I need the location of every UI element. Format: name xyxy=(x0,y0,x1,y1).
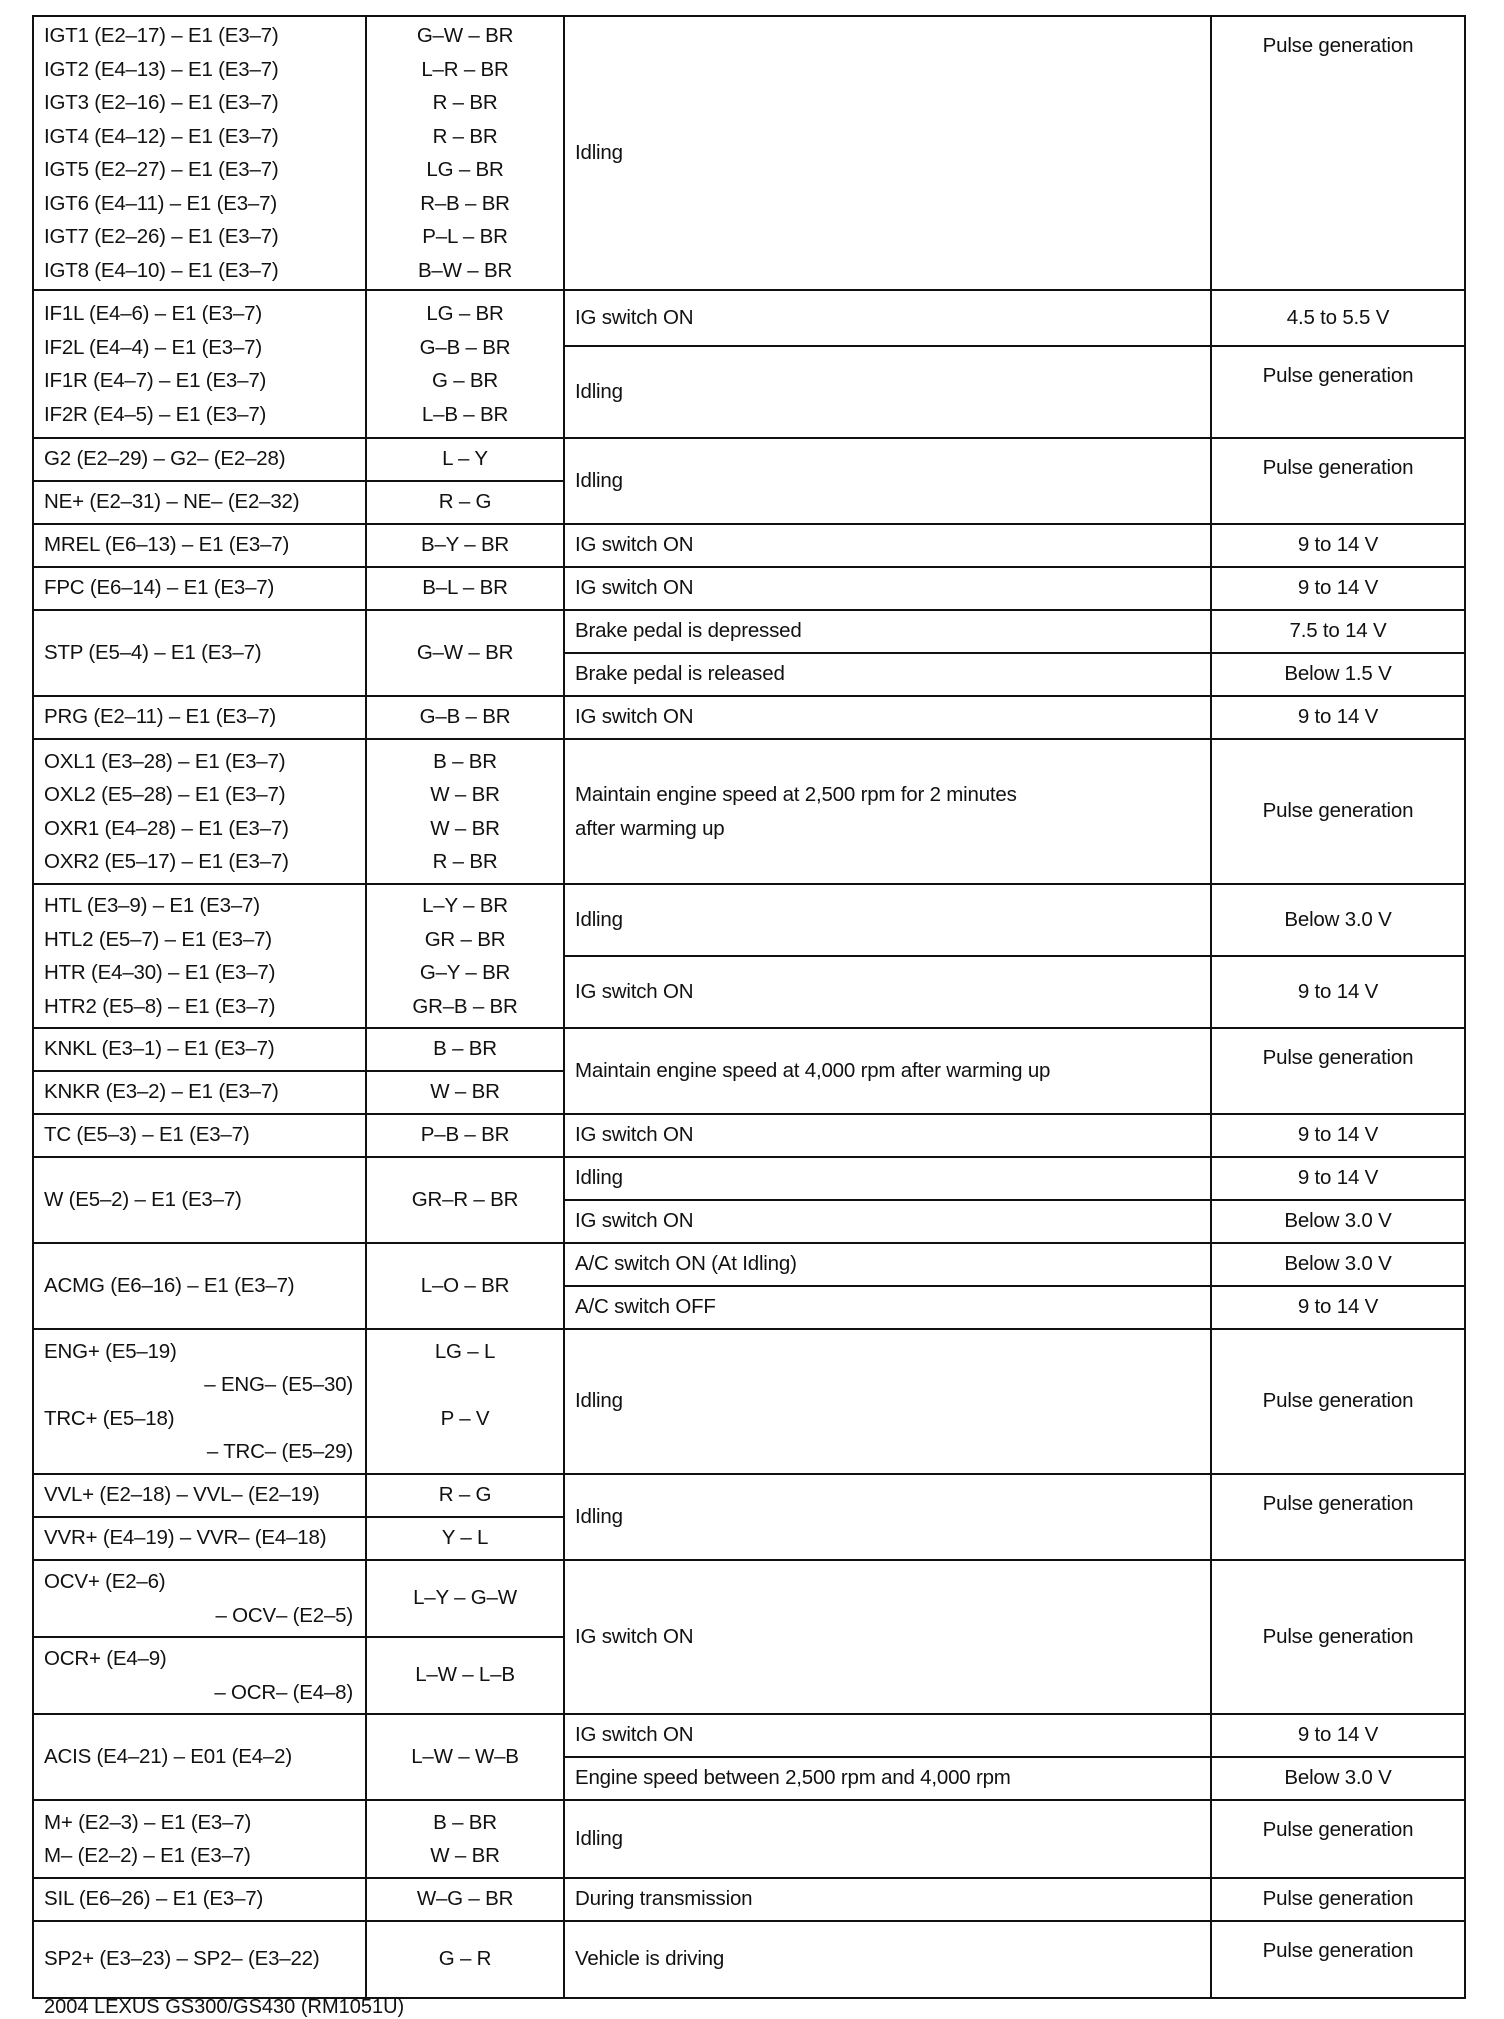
condition-cell: Idling xyxy=(564,16,1211,290)
terminal-text: IGT6 (E4–11) – E1 (E3–7) xyxy=(44,191,277,215)
wiring-text: GR – BR xyxy=(424,927,506,951)
wiring-cell: W – BR xyxy=(366,1071,564,1114)
terminal-cell: ACMG (E6–16) – E1 (E3–7) xyxy=(33,1243,366,1329)
terminal-text: OCR+ (E4–9) xyxy=(44,1647,167,1670)
wiring-cell: G–B – BR xyxy=(366,696,564,739)
terminal-cell: G2 (E2–29) – G2– (E2–28) xyxy=(33,438,366,481)
wiring-text: G–Y – BR xyxy=(419,961,511,984)
wiring-text: LG – BR xyxy=(426,302,504,325)
specification-cell: Pulse generation xyxy=(1211,1560,1465,1714)
condition-cell: Engine speed between 2,500 rpm and 4,000 rpm xyxy=(564,1757,1211,1800)
table-row xyxy=(33,1714,1465,1757)
terminal-text: M+ (E2–3) – E1 (E3–7) xyxy=(44,1810,252,1834)
wiring-cell: L–W – L–B xyxy=(366,1637,564,1714)
condition-cell: IG switch ON xyxy=(564,1200,1211,1243)
condition-cell: IG switch ON xyxy=(564,956,1211,1028)
condition-cell: IG switch ON xyxy=(564,567,1211,610)
wiring-cell: G – R xyxy=(366,1921,564,1998)
wiring-cell: G–W – BR xyxy=(366,610,564,696)
wiring-text: R – BR xyxy=(432,124,498,148)
wiring-text: R – BR xyxy=(432,850,498,873)
wiring-cell: B–L – BR xyxy=(366,567,564,610)
specification-cell: 9 to 14 V xyxy=(1211,696,1465,739)
terminal-cell xyxy=(33,290,366,438)
specification-cell: 9 to 14 V xyxy=(1211,956,1465,1028)
condition-cell: IG switch ON xyxy=(564,696,1211,739)
condition-cell: During transmission xyxy=(564,1878,1211,1921)
table-row xyxy=(33,696,1465,739)
terminal-text: IF2R (E4–5) – E1 (E3–7) xyxy=(44,402,267,426)
wiring-text: W – BR xyxy=(430,783,500,806)
specification-cell: Below 3.0 V xyxy=(1211,884,1465,956)
condition-cell: IG switch ON xyxy=(564,524,1211,567)
specification-cell: 9 to 14 V xyxy=(1211,1114,1465,1157)
wiring-cell: P–B – BR xyxy=(366,1114,564,1157)
terminal-text: IGT3 (E2–16) – E1 (E3–7) xyxy=(44,91,279,114)
terminal-text: IF1R (E4–7) – E1 (E3–7) xyxy=(44,369,267,392)
terminal-text: OCV+ (E2–6) xyxy=(44,1570,166,1593)
wiring-text: R–B – BR xyxy=(420,191,510,215)
terminal-cell: MREL (E6–13) – E1 (E3–7) xyxy=(33,524,366,567)
condition-cell: IG switch ON xyxy=(564,1114,1211,1157)
condition-cell: Idling xyxy=(564,1474,1211,1560)
wiring-cell: B – BR xyxy=(366,1028,564,1071)
terminal-text: – OCR– (E4–8) xyxy=(214,1680,353,1704)
terminal-text: IF1L (E4–6) – E1 (E3–7) xyxy=(44,302,262,325)
wiring-text: G – BR xyxy=(431,369,498,392)
specification-cell: 9 to 14 V xyxy=(1211,1286,1465,1329)
table-row xyxy=(33,1921,1465,1998)
table-row xyxy=(33,1878,1465,1921)
table-row xyxy=(33,438,1465,481)
table-row xyxy=(33,1560,1465,1637)
wiring-cell: L–Y – G–W xyxy=(366,1560,564,1637)
wiring-text: L–Y – BR xyxy=(422,894,508,917)
terminal-text: IGT5 (E2–27) – E1 (E3–7) xyxy=(44,158,279,181)
terminal-text: HTR (E4–30) – E1 (E3–7) xyxy=(44,961,276,984)
terminal-cell xyxy=(33,16,366,290)
terminal-cell: TC (E5–3) – E1 (E3–7) xyxy=(33,1114,366,1157)
wiring-cell xyxy=(366,739,564,884)
specification-cell: Pulse generation xyxy=(1211,438,1465,524)
table-row xyxy=(33,610,1465,653)
wiring-text: L–B – BR xyxy=(421,402,509,426)
specification-cell: 9 to 14 V xyxy=(1211,567,1465,610)
terminal-cell: KNKR (E3–2) – E1 (E3–7) xyxy=(33,1071,366,1114)
terminal-text: OXL2 (E5–28) – E1 (E3–7) xyxy=(44,783,286,806)
condition-cell: A/C switch OFF xyxy=(564,1286,1211,1329)
wiring-text: W – BR xyxy=(430,1844,500,1867)
document-footer: 2004 LEXUS GS300/GS430 (RM1051U) xyxy=(44,1996,405,2018)
specification-cell: Pulse generation xyxy=(1211,1474,1465,1560)
wiring-text: L–R – BR xyxy=(421,57,509,81)
table-row xyxy=(33,16,1465,290)
specification-cell: Pulse generation xyxy=(1211,16,1465,290)
terminal-cell xyxy=(33,1637,366,1714)
wiring-cell xyxy=(366,1800,564,1878)
terminal-text: IGT8 (E4–10) – E1 (E3–7) xyxy=(44,258,279,282)
terminal-text: M– (E2–2) – E1 (E3–7) xyxy=(44,1844,251,1867)
terminal-text: TRC+ (E5–18) xyxy=(44,1406,175,1430)
condition-cell: Idling xyxy=(564,1329,1211,1474)
condition-cell: Idling xyxy=(564,884,1211,956)
wiring-cell: Y – L xyxy=(366,1517,564,1560)
terminal-cell: VVR+ (E4–19) – VVR– (E4–18) xyxy=(33,1517,366,1560)
specification-cell: Pulse generation xyxy=(1211,1800,1465,1878)
condition-cell: IG switch ON xyxy=(564,1560,1211,1714)
wiring-text: P–L – BR xyxy=(422,225,508,248)
terminal-text: OXR2 (E5–17) – E1 (E3–7) xyxy=(44,850,289,873)
specification-cell: Pulse generation xyxy=(1211,1028,1465,1114)
terminal-cell: PRG (E2–11) – E1 (E3–7) xyxy=(33,696,366,739)
terminal-cell: KNKL (E3–1) – E1 (E3–7) xyxy=(33,1028,366,1071)
condition-text: after warming up xyxy=(575,816,725,840)
terminal-text: IGT2 (E4–13) – E1 (E3–7) xyxy=(44,57,279,81)
table-row xyxy=(33,1028,1465,1071)
terminal-text: HTL (E3–9) – E1 (E3–7) xyxy=(44,894,260,917)
terminal-inspection-table xyxy=(32,15,1466,1999)
table-row xyxy=(33,1114,1465,1157)
wiring-text: R – BR xyxy=(432,91,498,114)
terminal-text: OXL1 (E3–28) – E1 (E3–7) xyxy=(44,749,286,773)
wiring-cell: L–O – BR xyxy=(366,1243,564,1329)
specification-cell: 9 to 14 V xyxy=(1211,1714,1465,1757)
wiring-cell: L–W – W–B xyxy=(366,1714,564,1800)
terminal-cell xyxy=(33,1560,366,1637)
table-row xyxy=(33,290,1465,346)
table-row xyxy=(33,884,1465,956)
condition-text: Maintain engine speed at 2,500 rpm for 2 minutes xyxy=(575,783,1017,806)
terminal-text: OXR1 (E4–28) – E1 (E3–7) xyxy=(44,816,289,840)
terminal-text: – ENG– (E5–30) xyxy=(204,1373,353,1396)
table-row xyxy=(33,1329,1465,1474)
wiring-text: G–W – BR xyxy=(416,24,514,47)
terminal-cell: SP2+ (E3–23) – SP2– (E3–22) xyxy=(33,1921,366,1998)
specification-cell: Pulse generation xyxy=(1211,1878,1465,1921)
terminal-text: IGT4 (E4–12) – E1 (E3–7) xyxy=(44,124,279,148)
wiring-text: B – BR xyxy=(433,749,497,773)
terminal-text: HTL2 (E5–7) – E1 (E3–7) xyxy=(44,927,272,951)
table-row xyxy=(33,524,1465,567)
terminal-text: IGT1 (E2–17) – E1 (E3–7) xyxy=(44,24,279,47)
condition-cell: Brake pedal is depressed xyxy=(564,610,1211,653)
terminal-cell: W (E5–2) – E1 (E3–7) xyxy=(33,1157,366,1243)
table-row xyxy=(33,1243,1465,1286)
specification-cell: 9 to 14 V xyxy=(1211,524,1465,567)
wiring-text: LG – L xyxy=(434,1339,496,1363)
table-row xyxy=(33,739,1465,884)
terminal-cell xyxy=(33,739,366,884)
wiring-cell xyxy=(366,16,564,290)
condition-cell: Maintain engine speed at 4,000 rpm after warming up xyxy=(564,1028,1211,1114)
condition-cell: Idling xyxy=(564,346,1211,438)
wiring-cell: W–G – BR xyxy=(366,1878,564,1921)
wiring-spacer xyxy=(367,1435,563,1469)
wiring-spacer xyxy=(367,1368,563,1402)
terminal-text: ENG+ (E5–19) xyxy=(44,1339,177,1363)
wiring-cell: L – Y xyxy=(366,438,564,481)
specification-cell: Below 3.0 V xyxy=(1211,1757,1465,1800)
table-row xyxy=(33,1800,1465,1878)
terminal-cell: FPC (E6–14) – E1 (E3–7) xyxy=(33,567,366,610)
terminal-cell: SIL (E6–26) – E1 (E3–7) xyxy=(33,1878,366,1921)
wiring-cell xyxy=(366,290,564,438)
wiring-cell xyxy=(366,1329,564,1474)
specification-cell: 7.5 to 14 V xyxy=(1211,610,1465,653)
wiring-cell: B–Y – BR xyxy=(366,524,564,567)
specification-cell: Below 1.5 V xyxy=(1211,653,1465,696)
terminal-cell: ACIS (E4–21) – E01 (E4–2) xyxy=(33,1714,366,1800)
condition-cell: Idling xyxy=(564,1800,1211,1878)
terminal-text: IGT7 (E2–26) – E1 (E3–7) xyxy=(44,225,279,248)
condition-cell xyxy=(564,739,1211,884)
wiring-cell: R – G xyxy=(366,1474,564,1517)
specification-cell: Below 3.0 V xyxy=(1211,1200,1465,1243)
terminal-cell: NE+ (E2–31) – NE– (E2–32) xyxy=(33,481,366,524)
condition-cell: Idling xyxy=(564,1157,1211,1200)
terminal-text: IF2L (E4–4) – E1 (E3–7) xyxy=(44,335,262,359)
specification-cell: 9 to 14 V xyxy=(1211,1157,1465,1200)
table-row xyxy=(33,1157,1465,1200)
terminal-cell xyxy=(33,1800,366,1878)
wiring-text: W – BR xyxy=(430,816,500,840)
terminal-text: – TRC– (E5–29) xyxy=(206,1440,353,1463)
wiring-cell xyxy=(366,884,564,1028)
specification-cell: Pulse generation xyxy=(1211,346,1465,438)
specification-cell: Pulse generation xyxy=(1211,1921,1465,1998)
condition-cell: IG switch ON xyxy=(564,290,1211,346)
table-row xyxy=(33,567,1465,610)
specification-cell: 4.5 to 5.5 V xyxy=(1211,290,1465,346)
terminal-text: HTR2 (E5–8) – E1 (E3–7) xyxy=(44,994,276,1018)
wiring-text: B – BR xyxy=(433,1810,497,1834)
terminal-cell xyxy=(33,1329,366,1474)
condition-cell: IG switch ON xyxy=(564,1714,1211,1757)
specification-cell: Pulse generation xyxy=(1211,1329,1465,1474)
condition-cell: A/C switch ON (At Idling) xyxy=(564,1243,1211,1286)
wiring-text: GR–B – BR xyxy=(412,994,518,1018)
terminal-cell xyxy=(33,884,366,1028)
terminal-text: – OCV– (E2–5) xyxy=(215,1603,353,1627)
terminal-cell: VVL+ (E2–18) – VVL– (E2–19) xyxy=(33,1474,366,1517)
wiring-text: LG – BR xyxy=(426,158,504,181)
condition-cell: Vehicle is driving xyxy=(564,1921,1211,1998)
wiring-cell: GR–R – BR xyxy=(366,1157,564,1243)
wiring-text: P – V xyxy=(440,1406,490,1430)
specification-cell: Below 3.0 V xyxy=(1211,1243,1465,1286)
condition-cell: Brake pedal is released xyxy=(564,653,1211,696)
wiring-text: G–B – BR xyxy=(419,335,511,359)
condition-cell: Idling xyxy=(564,438,1211,524)
terminal-cell: STP (E5–4) – E1 (E3–7) xyxy=(33,610,366,696)
wiring-cell: R – G xyxy=(366,481,564,524)
table-row xyxy=(33,1474,1465,1517)
specification-cell: Pulse generation xyxy=(1211,739,1465,884)
wiring-text: B–W – BR xyxy=(417,258,513,282)
